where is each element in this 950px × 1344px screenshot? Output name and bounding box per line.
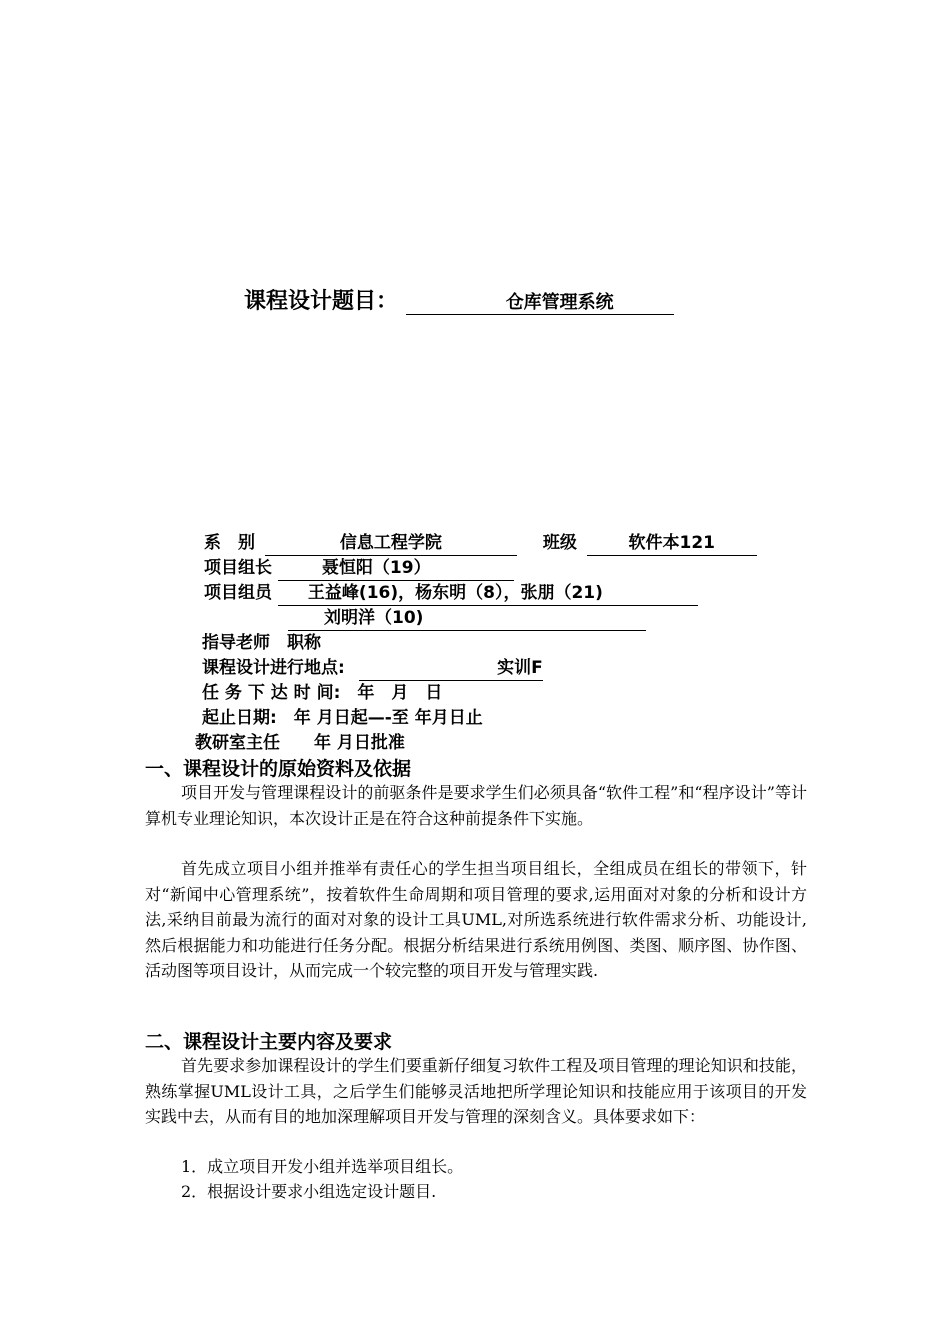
class-value: 软件本121 (587, 531, 757, 556)
leader-label: 项目组长 (204, 558, 272, 578)
leader-value: 聂恒阳（19） (278, 556, 514, 581)
members-value-line2: 刘明洋（10) (288, 606, 646, 631)
location-label: 课程设计进行地点: (202, 658, 345, 678)
members-value-line1: 王益峰(16)，杨东明（8），张朋（21) (278, 581, 698, 606)
requirement-item-1: 1．成立项目开发小组并选举项目组长。 (181, 1157, 464, 1176)
section2-paragraph-1: 首先要求参加课程设计的学生们要重新仔细复习软件工程及项目管理的理论知识和技能，熟练掌握UML设计工具，之后学生们能够灵活地把所学理论知识和技能应用于该项目的开发实践中去，从而有目的地加深理解项目开发与管理的深刻含义。具体要求如下： (145, 1056, 807, 1126)
section1-heading: 一、课程设计的原始资料及依据 (145, 758, 412, 780)
advisor-row: 指导老师 职称 (202, 633, 321, 653)
requirement-item-2: 2．根据设计要求小组选定设计题目. (181, 1182, 437, 1201)
approval-row: 教研室主任 年 月日批准 (195, 733, 405, 753)
section2-heading: 二、课程设计主要内容及要求 (145, 1031, 393, 1053)
course-title-label: 课程设计题目： (244, 289, 399, 314)
class-label: 班级 (542, 533, 577, 553)
members-row (204, 581, 698, 606)
dept-value: 信息工程学院 (265, 531, 517, 556)
course-title-row (244, 284, 674, 315)
members-label: 项目组员 (204, 583, 272, 603)
members-row-2 (288, 606, 646, 631)
dept-row (204, 531, 757, 556)
location-row (202, 656, 543, 681)
section1-paragraph-2: 首先成立项目小组并推举有责任心的学生担当项目组长，全组成员在组长的带领下，针对“新闻中心管理系统”，按着软件生命周期和项目管理的要求,运用面对对象的分析和设计方法,采纳目前最为流行的面对对象的设计工具UML,对所选系统进行软件需求分析、功能设计,然后根据能力和功能进行任务分配。根据分析结果进行系统用例图、类图、顺序图、协作图、活动图等项目设计，从而完成一个较完整的项目开发与管理实践. (145, 859, 807, 980)
dates-row: 起止日期: 年 月日起—-至 年月日止 (202, 708, 483, 728)
leader-row (204, 556, 514, 581)
task-time-row: 任 务 下 达 时 间: 年 月 日 (202, 683, 443, 703)
section1-paragraph-1: 项目开发与管理课程设计的前驱条件是要求学生们必须具备“软件工程”和“程序设计”等计算机专业理论知识，本次设计正是在符合这种前提条件下实施。 (145, 783, 807, 828)
dept-label: 系 别 (204, 533, 255, 553)
course-title-value: 仓库管理系统 (406, 288, 674, 315)
location-value: 实训F (359, 656, 543, 681)
